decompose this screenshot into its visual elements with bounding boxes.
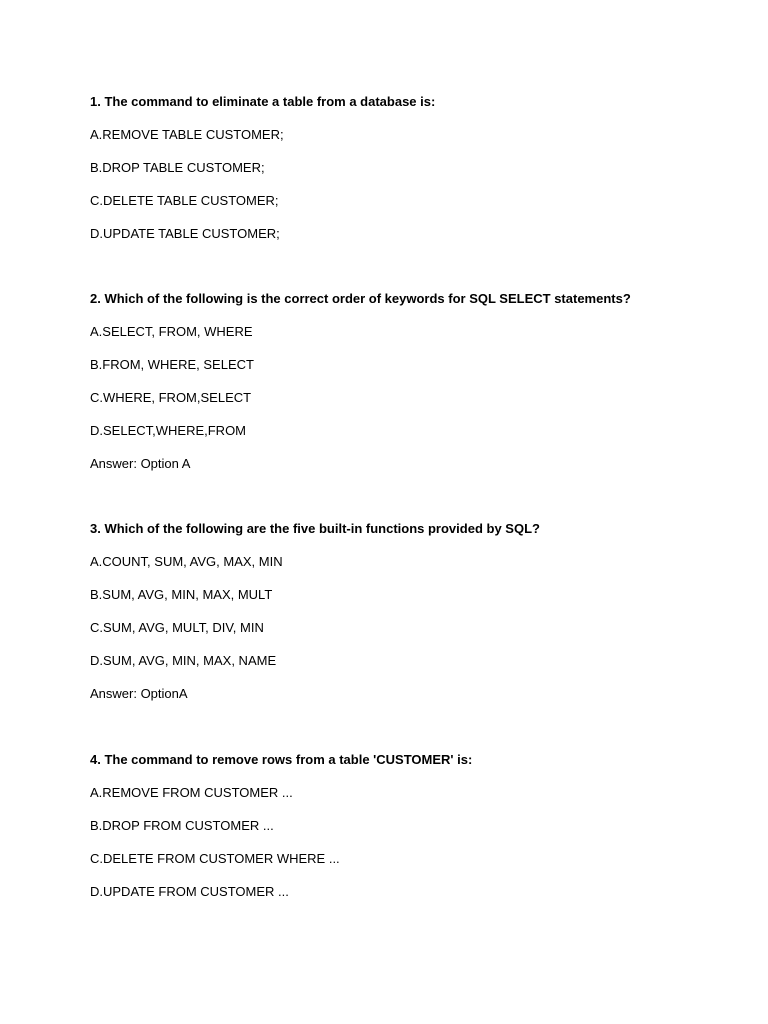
- question-title: 4. The command to remove rows from a table 'CUSTOMER' is:: [90, 752, 473, 767]
- option-d: D.SELECT,WHERE,FROM: [90, 423, 247, 438]
- option-b: B.FROM, WHERE, SELECT: [90, 357, 254, 372]
- option-c: C.DELETE FROM CUSTOMER WHERE ...: [90, 851, 340, 866]
- question-4: [90, 752, 730, 900]
- option-b: B.DROP TABLE CUSTOMER;: [90, 160, 265, 175]
- option-b: B.SUM, AVG, MIN, MAX, MULT: [90, 587, 273, 602]
- option-a: A.SELECT, FROM, WHERE: [90, 324, 253, 339]
- answer-text: Answer: Option A: [90, 456, 191, 471]
- option-d: D.UPDATE TABLE CUSTOMER;: [90, 226, 280, 241]
- question-title: 2. Which of the following is the correct order of keywords for SQL SELECT statements?: [90, 291, 631, 306]
- option-a: A.COUNT, SUM, AVG, MAX, MIN: [90, 554, 283, 569]
- question-title: 1. The command to eliminate a table from a database is:: [90, 94, 436, 109]
- option-c: C.DELETE TABLE CUSTOMER;: [90, 193, 279, 208]
- question-1: [90, 94, 730, 242]
- option-b: B.DROP FROM CUSTOMER ...: [90, 818, 274, 833]
- option-d: D.SUM, AVG, MIN, MAX, NAME: [90, 653, 277, 668]
- option-d: D.UPDATE FROM CUSTOMER ...: [90, 884, 289, 899]
- option-a: A.REMOVE TABLE CUSTOMER;: [90, 127, 284, 142]
- question-3: [90, 521, 730, 702]
- question-2: [90, 291, 730, 472]
- option-a: A.REMOVE FROM CUSTOMER ...: [90, 785, 293, 800]
- question-title: 3. Which of the following are the five built-in functions provided by SQL?: [90, 521, 540, 536]
- option-c: C.SUM, AVG, MULT, DIV, MIN: [90, 620, 264, 635]
- answer-text: Answer: OptionA: [90, 686, 188, 701]
- option-c: C.WHERE, FROM,SELECT: [90, 390, 252, 405]
